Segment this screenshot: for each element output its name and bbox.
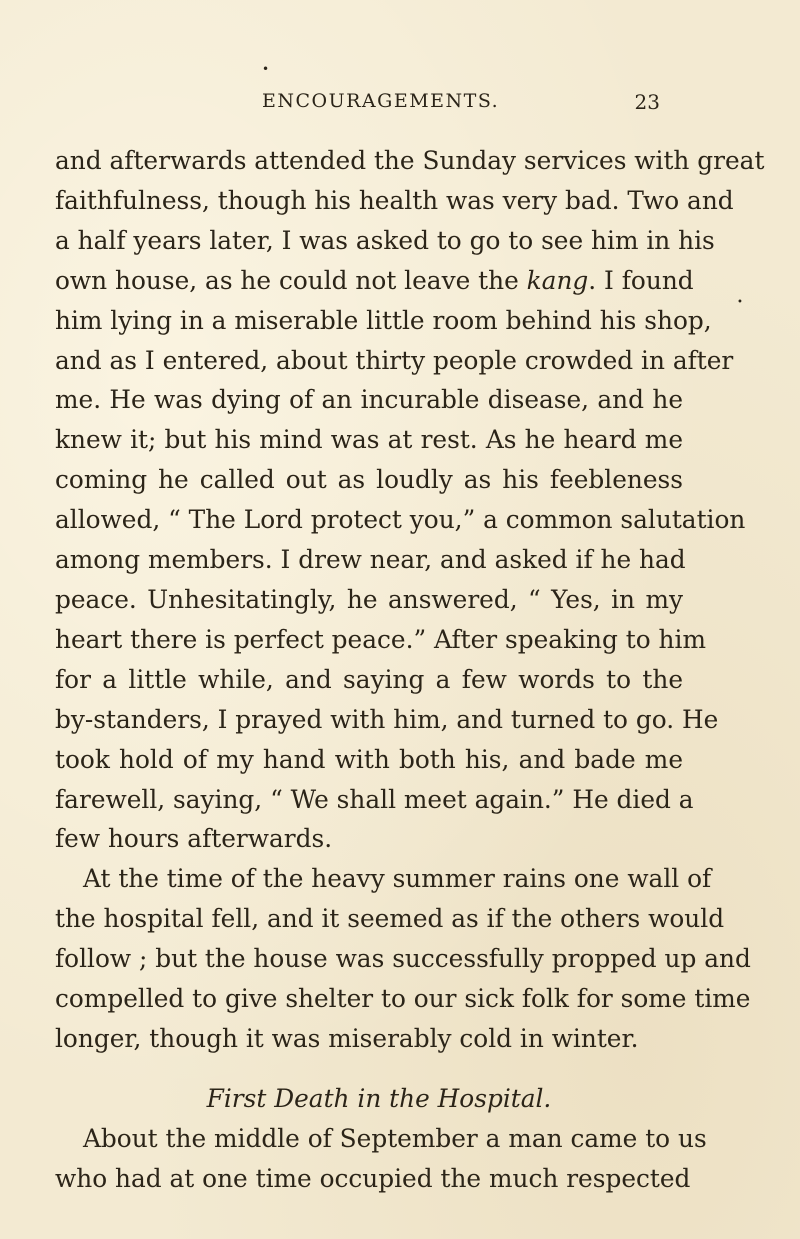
paragraph-3 [55, 1119, 707, 1199]
text-line: took hold of my hand with both his, and bade me [55, 744, 683, 774]
text-line: knew it; but his mind was at rest. As he heard me [55, 425, 683, 455]
text-line: follow ; but the house was successfully propped up and [55, 944, 751, 974]
paragraph-1 [55, 141, 765, 859]
text-line: and as I entered, about thirty people crowded in after [55, 345, 734, 375]
text-line: own house, as he could not leave the kang. I found [55, 265, 694, 295]
page-header [262, 62, 660, 120]
text-line: faithfulness, though his health was very bad. Two and [55, 185, 734, 215]
text-line: At the time of the heavy summer rains one wall of [83, 864, 712, 894]
text-line: a half years later, I was asked to go to see him in his [55, 225, 715, 255]
text-line: by-standers, I prayed with him, and turned to go. He [55, 704, 719, 734]
text-line: peace. Unhesitatingly, he answered, “ Yes, in my [55, 584, 683, 614]
paragraph-2 [55, 859, 751, 1059]
section-heading: First Death in the Hospital. [206, 1083, 552, 1113]
header-dot: • [262, 62, 271, 76]
text-line: longer, though it was miserably cold in winter. [55, 1023, 639, 1053]
text-line: few hours afterwards. [55, 824, 333, 854]
text-line: farewell, saying, “ We shall meet again.” He died a [55, 784, 694, 814]
text-line: and afterwards attended the Sunday services with great [55, 146, 765, 175]
text-line: compelled to give shelter to our sick folk for some time [55, 984, 751, 1014]
text-line: for a little while, and saying a few words to the [55, 664, 683, 694]
text-line: him lying in a miserable little room behind his shop, [55, 305, 712, 335]
text-line: About the middle of September a man came to us [83, 1123, 707, 1153]
text-line: who had at one time occupied the much respected [55, 1163, 691, 1193]
margin-dot: • [737, 297, 743, 308]
page-body [55, 141, 765, 1199]
text-line: heart there is perfect peace.” After speaking to him [55, 624, 706, 654]
text-line: me. He was dying of an incurable disease, and he [55, 385, 683, 415]
running-head: ENCOURAGEMENTS. [262, 90, 500, 112]
text-line: allowed, “ The Lord protect you,” a common salutation [55, 505, 746, 535]
text-line: coming he called out as loudly as his feebleness [55, 465, 683, 495]
page-number: 23 [634, 90, 660, 114]
text-line: the hospital fell, and it seemed as if the others would [55, 904, 725, 934]
text-line: among members. I drew near, and asked if he had [55, 545, 686, 575]
italic-word: kang [526, 265, 589, 295]
